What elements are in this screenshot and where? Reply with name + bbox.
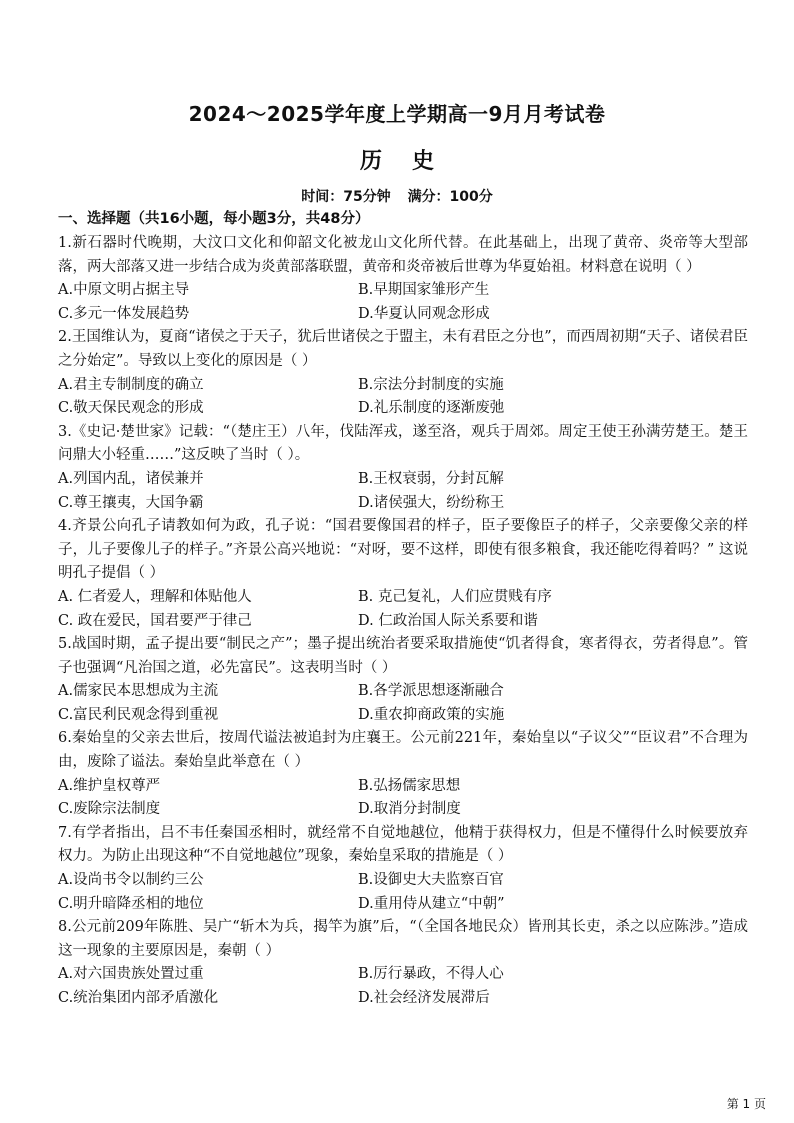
option-grid	[58, 374, 748, 421]
subject-title: 历史	[359, 149, 464, 174]
question-1	[58, 232, 748, 326]
option-grid	[58, 680, 748, 727]
question-list	[58, 232, 748, 1011]
question-7	[58, 822, 748, 916]
question-stem: 3.《史记·楚世家》记载：“（楚庄王）八年，伐陆浑戎，遂至洛，观兵于周郊。周定王使王孙满劳楚王。楚王问鼎大小轻重……”这反映了当时（ ）。	[58, 423, 748, 464]
option-grid	[58, 468, 748, 515]
option-grid	[58, 963, 748, 1010]
option-b: B.王权衰弱，分封瓦解	[358, 470, 504, 487]
exam-title: 2024～2025学年度上学期高一9月月考试卷	[188, 102, 606, 126]
question-stem: 4.齐景公向孔子请教如何为政，孔子说：“国君要像国君的样子，臣子要像臣子的样子，父亲要像父亲的样子，儿子要像儿子的样子。”齐景公高兴地说：“对呀，要不这样，即使有很多粮食，我还能吃得着吗？” 这说明孔子提倡（ ）	[58, 518, 748, 582]
option-grid	[58, 279, 748, 326]
option-b: B.宗法分封制度的实施	[358, 376, 504, 393]
option-b: B.厉行暴政，不得人心	[358, 966, 504, 983]
option-c: C.废除宗法制度	[58, 801, 161, 818]
question-6	[58, 727, 748, 821]
question-2	[58, 326, 748, 420]
question-stem: 6.秦始皇的父亲去世后，按周代谥法被追封为庄襄王。公元前221年，秦始皇以“子议父”“臣议君”不合理为由，废除了谥法。秦始皇此举意在（ ）	[58, 730, 748, 771]
option-d: D.重农抑商政策的实施	[358, 706, 505, 723]
option-c: C.统治集团内部矛盾激化	[58, 990, 219, 1006]
option-a: A.对六国贵族处置过重	[58, 966, 204, 983]
question-5	[58, 633, 748, 727]
question-4	[58, 515, 748, 633]
option-a: A.设尚书令以制约三公	[58, 872, 204, 889]
option-d: D.诸侯强大，纷纷称王	[358, 494, 505, 511]
page-number: 第 1 页	[726, 1097, 766, 1111]
option-a: A.列国内乱，诸侯兼并	[58, 470, 204, 487]
option-c: C.富民利民观念得到重视	[58, 706, 219, 723]
option-c: C.明升暗降丞相的地位	[58, 895, 204, 912]
option-b: B.设御史大夫监察百官	[358, 872, 504, 889]
option-d: D.礼乐制度的逐渐废弛	[358, 400, 505, 417]
option-c: C. 政在爱民，国君要严于律己	[58, 612, 252, 629]
exam-time: 时间：75分钟	[301, 189, 391, 205]
option-grid	[58, 869, 748, 916]
exam-score: 满分：100分	[407, 189, 493, 205]
question-stem: 2.王国维认为，夏商“诸侯之于天子，犹后世诸侯之于盟主，未有君臣之分也”，而西周初期“天子、诸侯君臣之分始定”。导致以上变化的原因是（ ）	[58, 329, 748, 369]
option-grid	[58, 586, 748, 633]
option-c: C.尊王攘夷，大国争霸	[58, 494, 204, 511]
section-heading: 一、选择题（共16小题，每小题3分，共48分）	[58, 211, 370, 227]
option-c: C.敬天保民观念的形成	[58, 400, 204, 417]
option-b: B.各学派思想逐渐融合	[358, 683, 504, 700]
option-d: D.社会经济发展滞后	[358, 990, 490, 1006]
option-a: A.儒家民本思想成为主流	[58, 683, 219, 700]
question-8	[58, 916, 748, 1010]
option-c: C.多元一体发展趋势	[58, 305, 190, 322]
option-b: B.早期国家雏形产生	[358, 282, 490, 299]
question-stem: 5.战国时期，孟子提出要“制民之产”；墨子提出统治者要采取措施使“饥者得食，寒者得衣，劳者得息”。管子也强调“凡治国之道，必先富民”。这表明当时（ ）	[58, 636, 748, 676]
option-grid	[58, 775, 748, 822]
option-d: D.重用侍从建立“中朝”	[358, 895, 505, 912]
option-d: D.华夏认同观念形成	[358, 305, 490, 322]
option-a: A.中原文明占据主导	[58, 282, 190, 299]
question-stem: 8.公元前209年陈胜、吴广“斩木为兵，揭竿为旗”后，“（全国各地民众）皆刑其长吏，杀之以应陈涉。”造成这一现象的主要原因是，秦朝（ ）	[58, 919, 748, 959]
question-3	[58, 421, 748, 515]
option-a: A. 仁者爱人，理解和体贴他人	[58, 588, 252, 605]
question-stem: 1.新石器时代晚期，大汶口文化和仰韶文化被龙山文化所代替。在此基础上，出现了黄帝、炎帝等大型部落，两大部落又进一步结合成为炎黄部落联盟，黄帝和炎帝被后世尊为华夏始祖。材料意在说明（ ）	[58, 235, 748, 275]
option-a: A.维护皇权尊严	[58, 777, 161, 794]
option-b: B. 克己复礼，人们应贯贱有序	[358, 588, 552, 605]
option-a: A.君主专制制度的确立	[58, 376, 204, 393]
question-stem: 7.有学者指出，吕不韦任秦国丞相时，就经常不自觉地越位，他精于获得权力，但是不懂得什么时候要放弃权力。为防止出现这种“不自觉地越位”现象，秦始皇采取的措施是（ ）	[58, 824, 748, 865]
option-d: D.取消分封制度	[358, 801, 461, 818]
exam-meta	[0, 186, 794, 206]
option-d: D. 仁政治国人际关系要和谐	[358, 612, 538, 629]
option-b: B.弘扬儒家思想	[358, 777, 461, 794]
